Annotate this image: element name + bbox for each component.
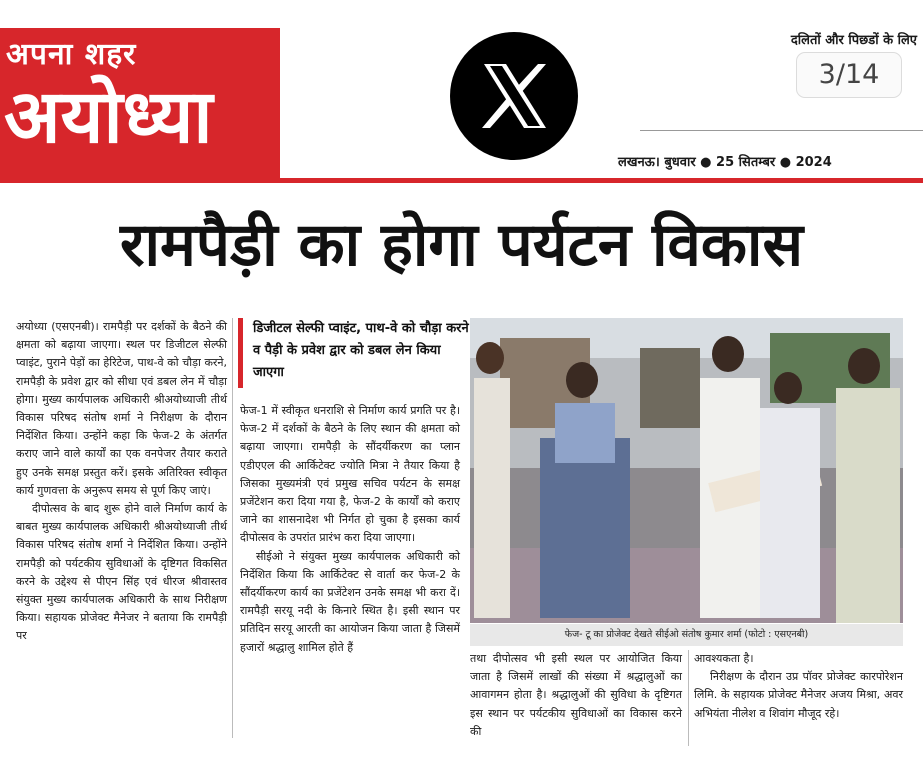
- paragraph: अयोध्या (एसएनबी)। रामपैड़ी पर दर्शकों के बैठने की क्षमता को बढ़ाया जाएगा। स्थल पर डिजीटल सेल्फी प्वाइंट, पुराने पेड़ों का हेरिटेज, पाथ-वे को चौड़ा करने, रामपैड़ी के प्रवेश द्वार को सीधा एवं डबल लेन में चौड़ा होगा। मुख्य कार्यपालक अधिकारी श्रीअयोध्याजी तीर्थ विकास परिषद संतोष शर्मा ने निरीक्षण के दौरान निर्देशित किया। उन्होंने कहा कि फेज-2 के अंतर्गत कराए जाने वाले कार्यों का एक वनपेजर तैयार कराते हुए उनके समक्ष प्रस्तुत करें। इसके अतिरिक्त स्वीकृत कार्य गुणवत्ता के अनुरूप समय से पूर्ण किए जाएं।: [16, 320, 227, 497]
- headline: रामपैड़ी का होगा पर्यटन विकास: [119, 210, 804, 280]
- photo-illustration: [470, 318, 903, 623]
- paragraph: दीपोत्सव के बाद शुरू होने वाले निर्माण कार्य के बाबत मुख्य कार्यपालक अधिकारी श्रीअयोध्याजी तीर्थ विकास परिषद संतोष शर्मा ने निर्देशित किया। उन्होंने रामपैड़ी को पर्यटकीय सुविधाओं के दृष्टिगत विकसित करने के उद्देश्य से पीएन सिंह एवं धीरज श्रीवास्तव संयुक्त मुख्य कार्यपालक अधिकारी के साथ निरीक्षण किया। सहायक प्रोजेक्ट मैनेजर ने बताया कि रामपैड़ी पर: [16, 502, 227, 643]
- article-column-1: [16, 318, 227, 738]
- article-column-2: [240, 402, 460, 742]
- dateline: लखनऊ। बुधवार ● 25 सितम्बर ● 2024: [618, 155, 832, 170]
- highlight-box: डिजीटल सेल्फी प्वाइंट, पाथ-वे को चौड़ा करने व पैड़ी के प्रवेश द्वार को डबल लेन किया जाएगा: [238, 318, 475, 388]
- masthead: [0, 28, 280, 178]
- header-rule: [640, 130, 923, 131]
- x-logo-glyph: [450, 32, 578, 160]
- paragraph: निरीक्षण के दौरान उप्र पॉवर प्रोजेक्ट कारपोरेशन लिमि. के सहायक प्रोजेक्ट मैनेजर अजय मिश्रा, अवर अभियंता नीलेश व शिवांग मौजूद रहे।: [694, 670, 903, 720]
- article-photo: [470, 318, 903, 623]
- image-counter: 3/14: [796, 52, 902, 98]
- masthead-subtitle: अपना शहर: [6, 37, 137, 72]
- top-right-teaser: दलितों और पिछडों के लिए: [790, 33, 917, 48]
- column-separator: [232, 318, 233, 738]
- x-logo-icon[interactable]: [450, 32, 578, 160]
- article-column-4: [694, 650, 903, 750]
- paragraph: आवश्यकता है।: [694, 652, 754, 665]
- column-separator: [688, 650, 689, 746]
- article-column-3: [470, 650, 682, 750]
- paragraph: सीईओ ने संयुक्त मुख्य कार्यपालक अधिकारी को निर्देशित किया कि आर्किटेक्ट से वार्ता कर फेज-2 के सौंदर्यीकरण कार्य का प्रजेंटेशन उनके समक्ष भी करा दें। रामपैड़ी सरयू नदी के किनारे स्थित है। इसी स्थान पर प्रतिदिन सरयू आरती का आयोजन किया जाता है जिसमें हजारों श्रद्धालु शामिल होते हैं: [240, 549, 460, 654]
- paragraph: तथा दीपोत्सव भी इसी स्थल पर आयोजित किया जाता है जिसमें लाखों की संख्या में श्रद्धालुओं का आवागमन होता है। श्रद्धालुओं की सुविधा के दृष्टिगत इस स्थान पर पर्यटकीय सुविधाओं का विकास करने की: [470, 652, 682, 738]
- paragraph: फेज-1 में स्वीकृत धनराशि से निर्माण कार्य प्रगति पर है। फेज-2 में दर्शकों के बैठने के लिए स्थान की क्षमता को बढ़ाया जाएगा। रामपैड़ी के सौंदर्यीकरण का प्लान एडीएएल की आर्किटेक्ट ज्योति मित्रा ने तैयार किया है जिसका मुख्यमंत्री एवं प्रमुख सचिव पर्यटन के समक्ष प्रजेंटेशन करा दिया गया है, फेज-2 के कार्यों को कराए जाने का शासनादेश भी निर्गत हो चुका है इसका कार्य दीपोत्सव के उपरांत प्रारंभ करा दिया जाएगा।: [240, 404, 460, 545]
- header-divider: [0, 178, 923, 183]
- masthead-city: अयोध्या: [4, 74, 213, 160]
- photo-caption: फेज- टू का प्रोजेक्ट देखते सीईओ संतोष कुमार शर्मा (फोटो : एसएनबी): [470, 624, 903, 646]
